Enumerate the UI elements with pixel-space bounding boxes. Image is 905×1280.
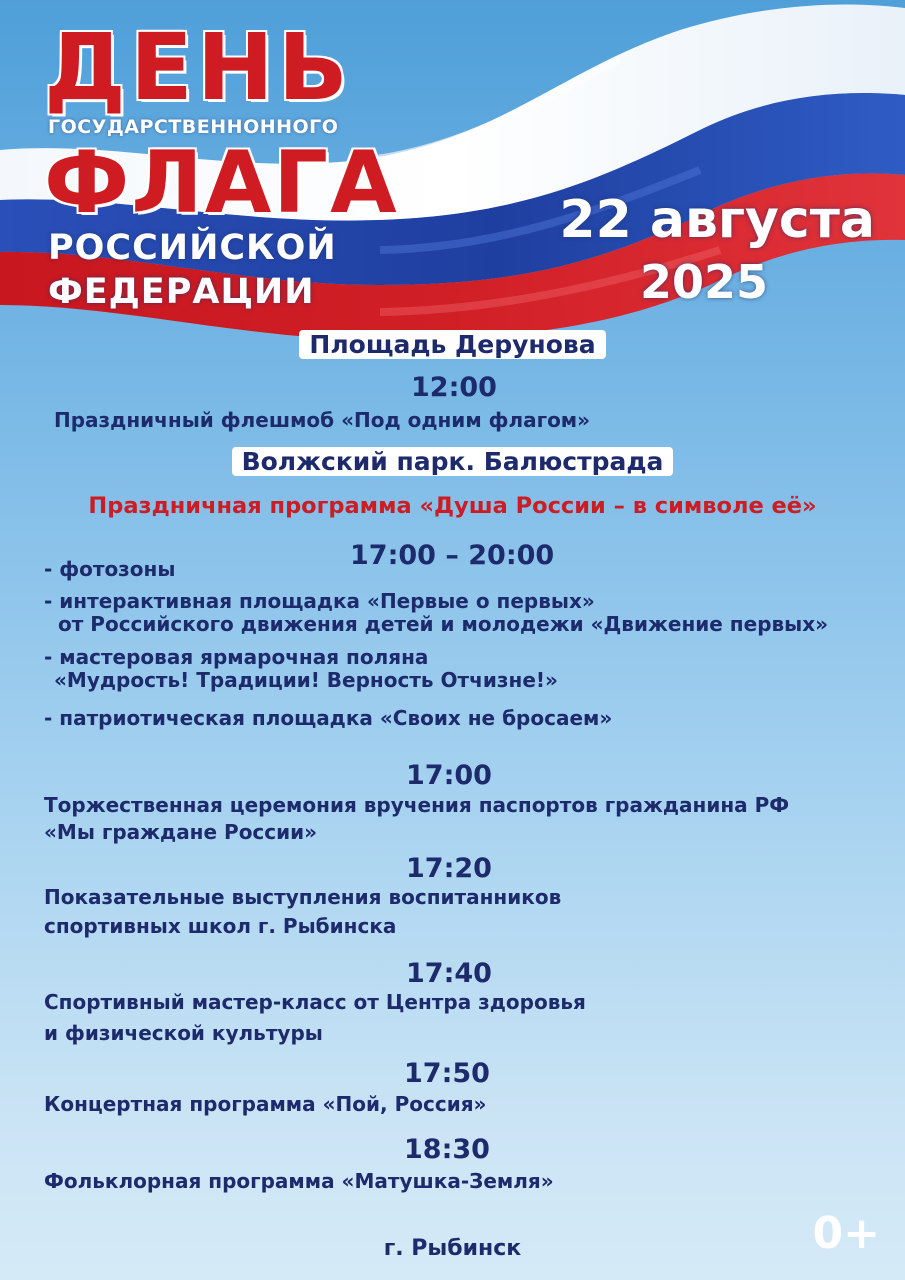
venue2-row xyxy=(0,444,905,480)
activity-item-continued: от Российского движения детей и молодежи «Движение первых» xyxy=(58,612,829,636)
activity-item: - интерактивная площадка «Первые о первых» xyxy=(44,589,595,613)
program-heading: Праздничная программа «Душа России – в символе её» xyxy=(88,493,817,519)
activity-item: - фотозоны xyxy=(44,557,176,581)
schedule-line: и физической культуры xyxy=(44,1021,323,1045)
venue2-badge: Волжский парк. Балюстрада xyxy=(232,447,674,476)
schedule-line: Торжественная церемония вручения паспортов гражданина РФ xyxy=(44,793,790,817)
event-year: 2025 xyxy=(640,255,769,309)
schedule-line: «Мы граждане России» xyxy=(44,820,318,844)
activity-item: - патриотическая площадка «Своих не бросаем» xyxy=(44,706,613,730)
title-flaga: ФЛАГА xyxy=(44,133,399,233)
schedule-time: 17:20 xyxy=(406,853,492,884)
schedule-line: спортивных школ г. Рыбинска xyxy=(44,914,397,938)
venue1-time: 12:00 xyxy=(411,372,497,403)
schedule-line: Фольклорная программа «Матушка-Земля» xyxy=(44,1169,554,1193)
schedule-line: Показательные выступления воспитанников xyxy=(44,885,562,909)
schedule-time: 17:40 xyxy=(406,958,492,989)
title-federatsii: ФЕДЕРАЦИИ xyxy=(48,272,315,312)
city-label: г. Рыбинск xyxy=(383,1236,522,1261)
venue1-row xyxy=(0,327,905,363)
schedule-time: 17:00 xyxy=(406,760,492,791)
event-date: 22 августа xyxy=(559,190,875,250)
schedule-line: Концертная программа «Пой, Россия» xyxy=(44,1092,487,1116)
schedule-time: 17:50 xyxy=(404,1058,490,1089)
title-den: ДЕНЬ xyxy=(44,14,352,121)
schedule-line: Спортивный мастер-класс от Центра здоровья xyxy=(44,990,586,1014)
program-time: 17:00 – 20:00 xyxy=(350,540,555,571)
activity-item-continued: «Мудрость! Традиции! Верность Отчизне!» xyxy=(54,668,558,692)
activity-item: - мастеровая ярмарочная поляна xyxy=(44,645,429,669)
title-rossiyskoy: РОССИЙСКОЙ xyxy=(48,228,337,268)
venue1-event: Праздничный флешмоб «Под одним флагом» xyxy=(54,408,591,432)
venue1-badge: Площадь Дерунова xyxy=(299,330,605,359)
title-gosudarstvennogo: ГОСУДАРСТВЕННОННОГО xyxy=(48,116,339,138)
age-rating-badge: 0+ xyxy=(812,1208,880,1259)
schedule-time: 18:30 xyxy=(404,1134,490,1165)
